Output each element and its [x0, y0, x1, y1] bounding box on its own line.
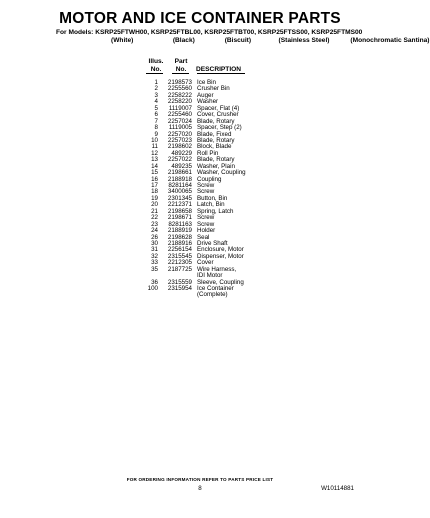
illus-number: 6: [154, 111, 158, 119]
illus-number: 2: [154, 85, 158, 93]
part-number: 2256154: [167, 246, 192, 254]
part-header-line2: No.: [175, 65, 187, 73]
illus-number: 15: [151, 169, 158, 177]
color-monochromatic: (Monochromatic Santina): [350, 37, 430, 44]
illus-number: 8: [154, 124, 158, 132]
page-title: MOTOR AND ICE CONTAINER PARTS: [59, 10, 341, 27]
part-number: 8281164: [168, 182, 192, 189]
description-column-header: DESCRIPTION: [196, 65, 242, 73]
part-description: Sleeve, Coupling: [197, 278, 244, 286]
illus-number: 32: [151, 252, 158, 260]
part-description: Spacer, Flat (4): [197, 104, 240, 112]
illus-number: 30: [151, 239, 158, 247]
part-number: 489235: [171, 162, 192, 170]
part-description: Auger: [197, 91, 214, 99]
part-description: Button, Bin: [197, 194, 228, 202]
illus-number: 18: [151, 188, 158, 196]
illus-number: 10: [151, 136, 158, 144]
illus-header-line2: No.: [150, 65, 162, 73]
part-number: 8281163: [168, 220, 192, 228]
part-number: 2257022: [167, 156, 192, 164]
part-description: Cover, Crusher: [197, 111, 239, 119]
model-colors: [111, 37, 430, 44]
part-number: 1119005: [168, 124, 192, 132]
illus-number: 22: [151, 214, 158, 222]
description-header-rule: [197, 73, 245, 74]
part-description: Blade, Rotary: [197, 117, 235, 125]
part-description: Seal: [197, 233, 210, 241]
part-description: Block, Blade: [197, 143, 232, 151]
ordering-info-footer: FOR ORDERING INFORMATION REFER TO PARTS PRICE LIST: [126, 477, 274, 482]
illus-number: 4: [154, 98, 158, 106]
part-description: Holder: [197, 227, 216, 235]
illus-number: 19: [151, 194, 158, 202]
illus-number: 35: [151, 265, 158, 273]
illus-number: 5: [154, 104, 158, 112]
color-stainless: (Stainless Steel): [278, 37, 330, 44]
part-number: 2315545: [167, 252, 192, 260]
part-description: Ice Container: [197, 285, 234, 292]
part-number: 2257023: [167, 136, 192, 144]
part-description: (Complete): [197, 291, 228, 299]
illus-number: 7: [154, 117, 158, 125]
part-number: 2212371: [167, 201, 192, 209]
illus-number: 21: [151, 207, 158, 215]
part-number: 2198661: [167, 169, 192, 177]
illus-number: 12: [151, 149, 158, 157]
part-number: 1119007: [168, 104, 192, 112]
color-black: (Black): [172, 37, 195, 44]
part-description: Spacer, Step (2): [197, 124, 242, 132]
part-number: 2258220: [167, 98, 192, 106]
illus-number: 23: [151, 220, 158, 228]
color-biscuit: (Biscuit): [224, 37, 252, 44]
color-white: (White): [111, 37, 134, 44]
part-description: Roll Pin: [197, 149, 219, 157]
part-description: Washer, Plain: [197, 162, 235, 170]
illus-number: 14: [151, 162, 158, 170]
part-description: Blade, Rotary: [197, 156, 235, 164]
part-description: Washer: [197, 98, 219, 106]
part-description: Coupling: [197, 175, 222, 183]
part-header-rule: [172, 73, 189, 74]
illus-number: 100: [147, 285, 158, 292]
part-description: Crusher Bin: [197, 85, 230, 93]
part-number: 2188919: [167, 227, 192, 235]
illus-number: 16: [151, 175, 158, 183]
illus-number: 9: [154, 130, 158, 138]
part-description: IDI Motor: [197, 272, 223, 280]
part-description: Wire Harness,: [197, 265, 237, 273]
part-description: Blade, Rotary: [197, 136, 235, 144]
part-number: 2255560: [167, 85, 192, 93]
part-description: Screw: [197, 220, 215, 228]
illus-number: 13: [151, 156, 158, 164]
illus-header-line1: Illus.: [148, 58, 164, 65]
part-number: 3400065: [167, 188, 192, 196]
part-number: 489229: [171, 149, 192, 157]
part-description: Spring, Latch: [197, 207, 234, 215]
part-number: 2198658: [167, 207, 192, 215]
illus-number: 24: [151, 227, 158, 235]
part-number: 2198671: [167, 214, 192, 222]
part-number: 2198573: [167, 79, 192, 86]
page-number: 8: [198, 485, 202, 492]
illus-number: 1: [154, 79, 158, 86]
part-description: Dispenser, Motor: [197, 252, 244, 260]
part-number: 2301345: [167, 194, 192, 202]
part-description: Washer, Coupling: [197, 169, 246, 177]
part-number: 2257020: [167, 130, 192, 138]
part-number: 2198602: [167, 143, 192, 151]
part-description: Cover: [197, 259, 214, 267]
document-id: W10114881: [321, 485, 354, 492]
part-column-header: [170, 58, 192, 73]
part-description: Enclosure, Motor: [197, 246, 244, 254]
models-line: For Models: KSRP25FTWH00, KSRP25FTBL00, KSRP25FTBT00, KSRP25FTSS00, KSRP25FTMS00: [56, 29, 363, 36]
part-description: Screw: [197, 182, 215, 189]
part-description: Ice Bin: [197, 79, 216, 86]
part-number: 2315559: [167, 278, 192, 286]
illus-header-rule: [146, 73, 163, 74]
part-number: 2188916: [167, 239, 192, 247]
part-number: 2187725: [167, 265, 192, 273]
part-number: 2198628: [167, 233, 192, 241]
illus-number: 17: [151, 182, 158, 189]
part-number: 2315954: [167, 285, 192, 292]
part-number: 2255460: [167, 111, 192, 119]
illus-number: 20: [151, 201, 158, 209]
part-description: Blade, Fixed: [197, 130, 232, 138]
part-number: 2258222: [167, 91, 192, 99]
illus-number: 33: [151, 259, 158, 267]
part-header-line1: Part: [174, 58, 188, 65]
illus-number: 26: [151, 233, 158, 241]
part-description: Screw: [197, 188, 215, 196]
part-number: 2212305: [167, 259, 192, 267]
illus-column-header: [145, 58, 167, 73]
part-number: 2257024: [167, 117, 192, 125]
illus-number: 31: [151, 246, 158, 254]
part-description: Screw: [197, 214, 215, 222]
part-number: 2188918: [167, 175, 192, 183]
illus-number: 11: [151, 143, 158, 151]
part-description: Drive Shaft: [197, 239, 228, 247]
part-description: Latch, Bin: [197, 201, 225, 209]
illus-number: 3: [154, 91, 158, 99]
illus-number: 36: [151, 278, 158, 286]
